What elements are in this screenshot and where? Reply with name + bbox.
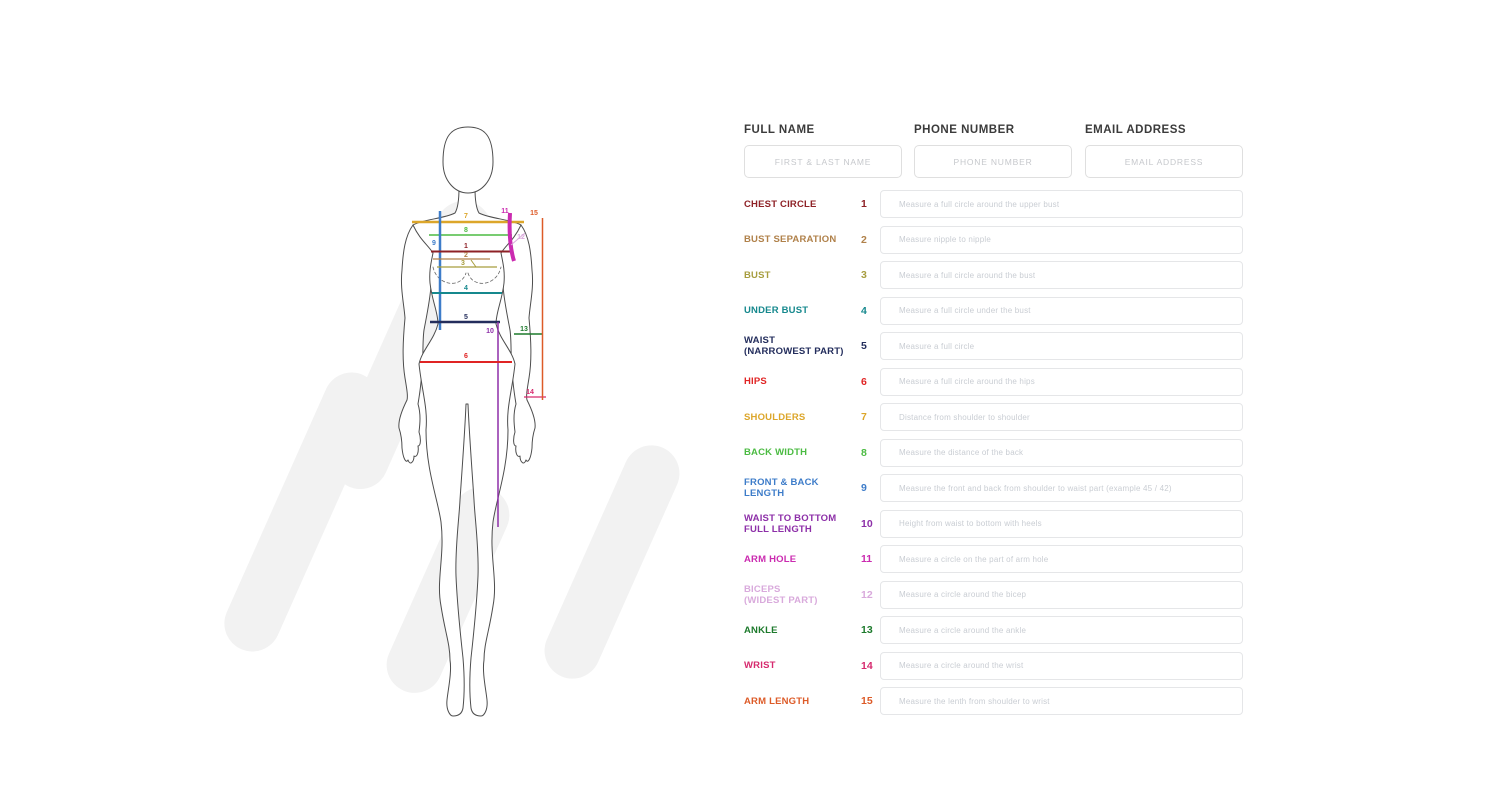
- arm-hole-input[interactable]: [880, 545, 1243, 573]
- measurement-label: BUST SEPARATION: [744, 234, 837, 245]
- measurement-label: ANKLE: [744, 624, 778, 636]
- diagram-label-2: 2: [464, 252, 468, 259]
- biceps-input[interactable]: [880, 581, 1243, 609]
- measurement-number: 12: [861, 588, 873, 601]
- measurement-label: ARM LENGTH: [744, 695, 810, 707]
- diagram-label-12: 12: [517, 234, 525, 241]
- phone-number-label: PHONE NUMBER: [914, 124, 1015, 136]
- diagram-label-5: 5: [464, 314, 468, 321]
- head: [443, 127, 493, 193]
- measurement-row-wrist: [744, 652, 1243, 680]
- chest-circle-input[interactable]: [880, 190, 1243, 218]
- measurement-number: 14: [861, 659, 873, 672]
- diagram-label-9: 9: [432, 240, 436, 247]
- measurement-label: BACK WIDTH: [744, 447, 808, 458]
- diagram-label-13: 13: [520, 326, 528, 333]
- measurement-number: 9: [861, 482, 867, 494]
- measurement-number: 6: [861, 375, 867, 388]
- measurement-number: 8: [861, 446, 867, 459]
- wrist-input[interactable]: [880, 652, 1243, 680]
- shoulders-input[interactable]: [880, 403, 1243, 431]
- measurement-label: ARM HOLE: [744, 553, 797, 565]
- measurement-rows: [744, 190, 1243, 715]
- diagram-label-7: 7: [464, 213, 468, 220]
- measurement-row-arm-hole: [744, 545, 1243, 573]
- full-name-field: [744, 124, 904, 178]
- phone-number-input[interactable]: [914, 145, 1072, 178]
- email-address-label: EMAIL ADDRESS: [1085, 124, 1187, 136]
- measurement-row-ankle: [744, 616, 1243, 644]
- bust-separation-input[interactable]: [880, 226, 1243, 254]
- measurement-row-shoulders: [744, 403, 1243, 431]
- measurement-number: 13: [861, 624, 873, 636]
- measurement-label: WAIST: [744, 335, 776, 346]
- measurement-row-under-bust: [744, 297, 1243, 325]
- diagram-label-8: 8: [464, 227, 468, 234]
- email-address-input[interactable]: [1085, 145, 1243, 178]
- measurement-number: 15: [861, 695, 873, 707]
- diagram-label-15: 15: [530, 210, 538, 217]
- measurement-label: WRIST: [744, 660, 776, 671]
- measurement-label: BUST: [744, 269, 771, 281]
- measurement-label: WAIST TO BOTTOM: [744, 512, 837, 524]
- measurement-row-chest-circle: [744, 190, 1243, 218]
- front-back-length-input[interactable]: [880, 474, 1243, 502]
- measurement-label: BICEPS: [744, 583, 781, 595]
- measurement-row-bust: [744, 261, 1243, 289]
- measurement-label-line2: (NARROWEST PART): [744, 346, 844, 357]
- measurement-number: 11: [861, 553, 873, 565]
- under-bust-input[interactable]: [880, 297, 1243, 325]
- email-address-field: [1085, 124, 1245, 178]
- hips-input[interactable]: [880, 368, 1243, 396]
- measurement-number: 10: [861, 517, 873, 530]
- arm-length-input[interactable]: [880, 687, 1243, 715]
- measurement-row-waist-to-bottom: [744, 510, 1243, 538]
- measurement-label: UNDER BUST: [744, 305, 809, 316]
- measurement-row-biceps: [744, 581, 1243, 609]
- diagram-label-6: 6: [464, 353, 468, 360]
- diagram-label-11: 11: [501, 208, 509, 215]
- full-name-label: FULL NAME: [744, 124, 815, 136]
- waist-input[interactable]: [880, 332, 1243, 360]
- measurement-row-arm-length: [744, 687, 1243, 715]
- measurement-number: 3: [861, 269, 867, 281]
- diagram-label-14: 14: [526, 389, 534, 396]
- full-name-input[interactable]: [744, 145, 902, 178]
- measurement-row-front-back-length: [744, 474, 1243, 502]
- phone-number-field: [914, 124, 1074, 178]
- diagram-label-4: 4: [464, 285, 468, 292]
- diagram-label-3: 3: [461, 260, 465, 267]
- bust-input[interactable]: [880, 261, 1243, 289]
- measurement-label-line2: (WIDEST PART): [744, 594, 818, 606]
- diagram-label-10: 10: [486, 328, 494, 335]
- measurement-row-bust-separation: [744, 226, 1243, 254]
- measurement-label: SHOULDERS: [744, 411, 806, 423]
- measurement-row-hips: [744, 368, 1243, 396]
- waist-to-bottom-input[interactable]: [880, 510, 1243, 538]
- measurement-number: 5: [861, 340, 867, 352]
- measurement-number: 2: [861, 233, 867, 246]
- ankle-input[interactable]: [880, 616, 1243, 644]
- measurement-label: CHEST CIRCLE: [744, 198, 817, 210]
- measurement-number: 1: [861, 198, 867, 210]
- measurement-label: FRONT & BACK LENGTH: [744, 477, 819, 499]
- measurement-row-back-width: [744, 439, 1243, 467]
- measurement-row-waist: [744, 332, 1243, 360]
- back-width-input[interactable]: [880, 439, 1243, 467]
- measurement-label-line2: FULL LENGTH: [744, 523, 812, 535]
- measurement-number: 4: [861, 304, 867, 317]
- measurement-number: 7: [861, 411, 867, 423]
- measurement-label: HIPS: [744, 376, 767, 387]
- diagram-label-1: 1: [464, 243, 468, 250]
